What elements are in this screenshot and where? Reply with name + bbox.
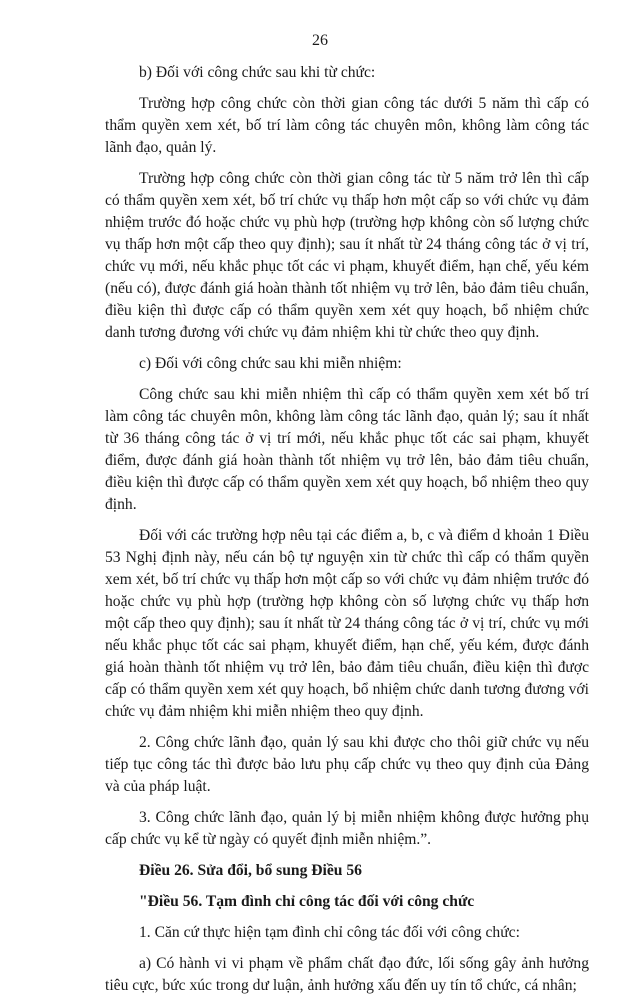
paragraph-b-heading: b) Đối với công chức sau khi từ chức: — [139, 64, 376, 81]
page-number: 26 — [312, 32, 328, 49]
paragraph: Công chức sau khi miễn nhiệm thì cấp có thẩm quyền xem xét bố trí làm công tác chuyên môn, không làm công tác lãnh đạo, quản lý; sau ít nhất từ 36 tháng công tác ở vị trí mới, nếu khắc phục tốt các sai phạm, khuyết điểm, được đánh giá hoàn thành tốt nhiệm vụ trở lên, bảo đảm tiêu chuẩn, điều kiện thì được cấp có thẩm quyền xem xét quy hoạch, bổ nhiệm theo quy định. — [105, 386, 589, 513]
paragraph: 3. Công chức lãnh đạo, quản lý bị miễn nhiệm không được hưởng phụ cấp chức vụ kể từ ngày có quyết định miễn nhiệm.”. — [105, 809, 589, 848]
paragraph: Đối với các trường hợp nêu tại các điểm a, b, c và điểm d khoản 1 Điều 53 Nghị định này, nếu cán bộ tự nguyện xin từ chức thì cấp có thẩm quyền xem xét, bố trí chức vụ thấp hơn một cấp so với chức vụ đảm nhiệm trước đó hoặc chức vụ phù hợp (trường hợp không còn số lượng chức vụ thấp hơn một cấp theo quy định); sau ít nhất từ 24 tháng công tác ở vị trí, chức vụ mới nếu khắc phục tốt các sai phạm, khuyết điểm, hạn chế, yếu kém, được đánh giá hoàn thành tốt nhiệm vụ trở lên, bảo đảm tiêu chuẩn, điều kiện thì được cấp có thẩm quyền xem xét quy hoạch, bổ nhiệm chức danh tương đương với chức vụ đảm nhiệm khi miễn nhiệm theo quy định. — [105, 527, 589, 720]
article-title: "Điều 56. Tạm đình chỉ công tác đối với công chức — [139, 893, 475, 910]
paragraph: Trường hợp công chức còn thời gian công tác từ 5 năm trở lên thì cấp có thẩm quyền xem xét, bố trí chức vụ thấp hơn một cấp so với chức vụ đảm nhiệm trước đó hoặc chức vụ phù hợp (trường hợp không còn số lượng chức vụ thấp hơn một cấp theo quy định); sau ít nhất từ 24 tháng công tác ở vị trí, chức vụ mới, nếu khắc phục tốt các vi phạm, khuyết điểm, hạn chế, yếu kém (nếu có), được đánh giá hoàn thành tốt nhiệm vụ trở lên, bảo đảm tiêu chuẩn, điều kiện thì được cấp có thẩm quyền xem xét quy hoạch, bổ nhiệm chức danh tương đương với chức vụ đảm nhiệm khi từ chức theo quy định. — [105, 170, 589, 341]
paragraph-c-heading: c) Đối với công chức sau khi miễn nhiệm: — [139, 355, 402, 372]
document-body — [105, 62, 589, 997]
paragraph: a) Có hành vi vi phạm về phẩm chất đạo đức, lối sống gây ảnh hưởng tiêu cực, bức xúc trong dư luận, ảnh hưởng xấu đến uy tín tổ chức, cá nhân; — [105, 955, 589, 994]
paragraph: 2. Công chức lãnh đạo, quản lý sau khi được cho thôi giữ chức vụ nếu tiếp tục công tác thì được bảo lưu phụ cấp chức vụ theo quy định của Đảng và của pháp luật. — [105, 734, 589, 795]
paragraph: 1. Căn cứ thực hiện tạm đình chỉ công tác đối với công chức: — [139, 924, 520, 941]
article-heading: Điều 26. Sửa đổi, bổ sung Điều 56 — [139, 862, 362, 879]
paragraph: Trường hợp công chức còn thời gian công tác dưới 5 năm thì cấp có thẩm quyền xem xét, bố trí làm công tác chuyên môn, không làm công tác lãnh đạo, quản lý. — [105, 95, 589, 156]
